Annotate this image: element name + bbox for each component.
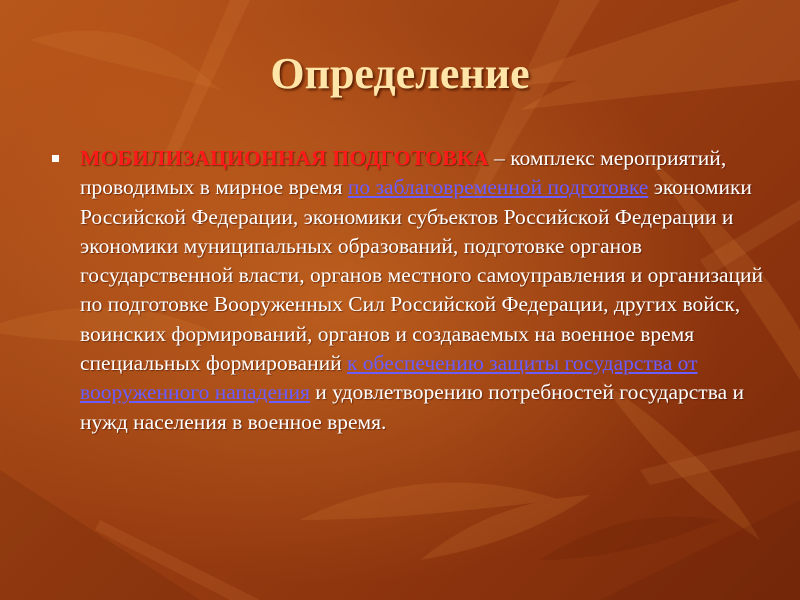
definition-link-advance-preparation[interactable]: по заблаговременной подготовке	[347, 175, 649, 200]
definition-term: МОБИЛИЗАЦИОННАЯ ПОДГОТОВКА	[80, 146, 489, 170]
bullet-icon	[52, 155, 59, 162]
definition-link-defense[interactable]: к обеспечению защиты государства от вооруженного нападения	[80, 351, 698, 405]
slide-title: Определение	[270, 49, 530, 98]
definition-text-part-2: экономики Российской Федерации, экономики субъектов Российской Федерации и экономики муниципальных образований, подготовке органов государственной власти, органов местного самоуправления и организаций по подготовке Вооруженных Сил Российской Федерации, других войск, воинских формирований, органов и создаваемых на военное время специальных формирований	[80, 175, 764, 376]
definition-text-part-3: и удовлетворению потребностей государства и нужд населения в военное время.	[80, 380, 744, 434]
definition-paragraph	[80, 144, 764, 437]
definition-text-part-1: – комплекс мероприятий, проводимых в мирное время	[80, 146, 727, 200]
definition-block	[52, 144, 764, 437]
